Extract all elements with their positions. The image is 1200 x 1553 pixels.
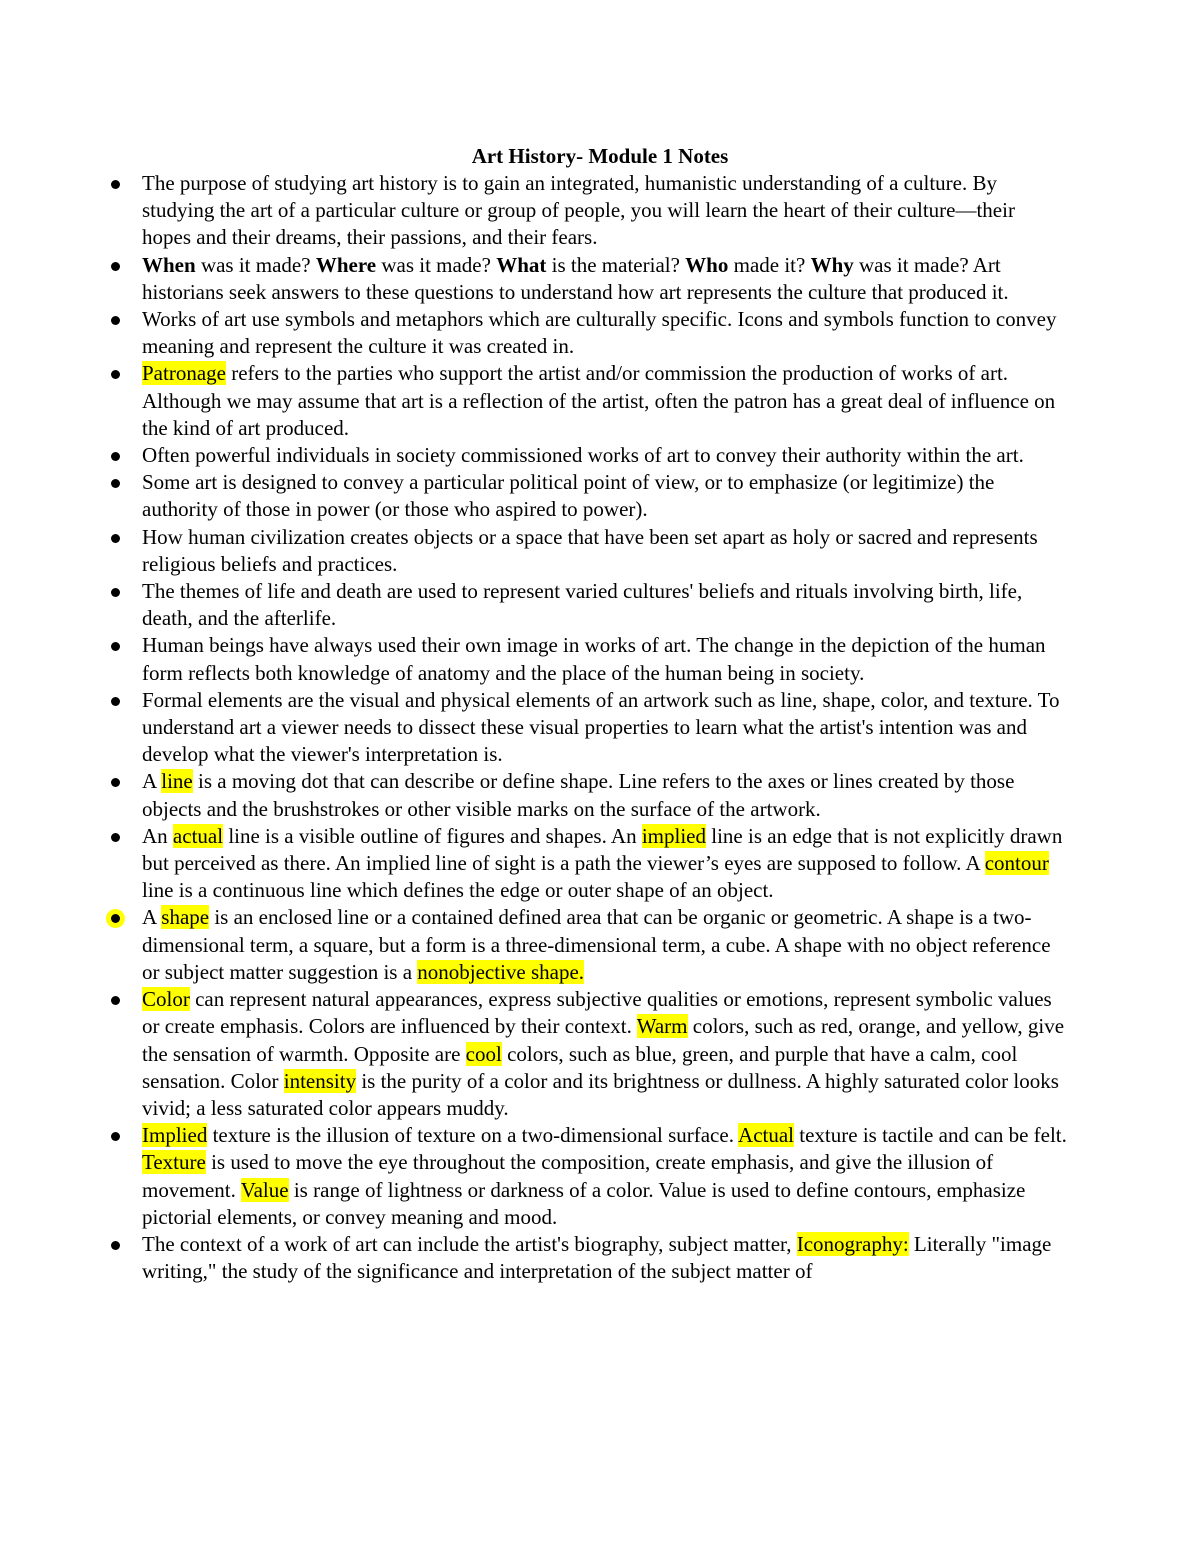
highlighted-term: Iconography:	[796, 1231, 909, 1256]
highlighted-term: Actual	[738, 1123, 795, 1148]
text-run: was it made?	[195, 252, 316, 277]
highlighted-term: Patronage	[142, 361, 226, 386]
text-run: The purpose of studying art history is to gain an integrated, humanistic understanding of a culture. By studying the art of a particular culture or group of people, you will learn the heart of their culture—their hopes and their dreams, their passions, and their fears.	[142, 171, 1015, 250]
highlighted-term: actual	[172, 823, 224, 848]
highlighted-term: cool	[465, 1041, 502, 1066]
text-run: Literally "image writing," the study of the significance and interpretation of the subject matter of	[142, 1231, 1052, 1284]
bullet-icon	[111, 370, 120, 379]
highlighted-term: nonobjective shape.	[417, 959, 585, 984]
bullet-item	[100, 252, 1068, 306]
text-run: How human civilization creates objects or a space that have been set apart as holy or sacred and represents religious beliefs and practices.	[142, 524, 1038, 576]
bullet-item	[100, 524, 1068, 578]
bullet-icon	[111, 697, 120, 706]
bullet-icon	[111, 316, 120, 325]
text-run: texture is the illusion of texture on a two-dimensional surface.	[207, 1123, 739, 1148]
bullet-icon	[111, 180, 120, 189]
bullet-item	[100, 904, 1068, 986]
text-run: Often powerful individuals in society commissioned works of art to convey their authority within the art.	[142, 443, 1024, 468]
bold-term: What	[496, 252, 547, 277]
text-run: is the material?	[546, 252, 686, 277]
bullet-icon	[111, 996, 120, 1005]
bold-term: Who	[685, 252, 729, 277]
text-run: was it made? Art historians seek answers to these questions to understand how art represents the culture that produced it.	[142, 252, 1009, 304]
bullet-item	[100, 1231, 1068, 1285]
text-run: Some art is designed to convey a particular political point of view, or to emphasize (or legitimize) the authority of those in power (or those who aspired to power).	[142, 470, 995, 522]
highlighted-term: Warm	[636, 1014, 688, 1039]
text-run: An	[142, 823, 173, 848]
text-run: colors, such as blue, green, and purple that have a calm, cool sensation. Color	[142, 1041, 1018, 1093]
highlighted-term: contour	[984, 851, 1049, 876]
bullet-icon	[111, 534, 120, 543]
text-run: Formal elements are the visual and physical elements of an artwork such as line, shape, color, and texture. To understand art a viewer needs to dissect these visual properties to learn what the artist's intention was and develop what the viewer's interpretation is.	[142, 687, 1060, 767]
highlighted-term: intensity	[283, 1068, 357, 1093]
highlighted-term: shape	[161, 905, 210, 930]
bullet-icon	[111, 778, 120, 787]
text-run: The context of a work of art can include the artist's biography, subject matter,	[142, 1231, 797, 1256]
bold-term: When	[142, 252, 196, 277]
bullet-item	[100, 306, 1068, 360]
bullet-item	[100, 360, 1068, 442]
bullet-item	[100, 986, 1068, 1122]
bullet-icon	[111, 914, 120, 923]
bullet-icon	[111, 642, 120, 651]
bullet-icon	[111, 833, 120, 842]
text-run: line is an edge that is not explicitly drawn but perceived as there. An implied line of sight is a path the viewer’s eyes are supposed to follow. A	[142, 823, 1063, 876]
bullet-icon	[111, 262, 120, 271]
text-run: can represent natural appearances, express subjective qualities or emotions, represent symbolic values or create emphasis. Colors are influenced by their context.	[142, 987, 1052, 1039]
text-run: is an enclosed line or a contained defined area that can be organic or geometric. A shape is a two-dimensional term, a square, but a form is a three-dimensional term, a cube. A shape with no object reference or subject matter suggestion is a	[142, 905, 1051, 984]
bullet-item	[100, 1122, 1068, 1231]
bullet-icon	[111, 479, 120, 488]
bullet-item	[100, 442, 1068, 469]
text-run: A	[142, 905, 162, 930]
highlighted-term: Color	[142, 987, 190, 1012]
bullet-item	[100, 632, 1068, 686]
text-run: The themes of life and death are used to represent varied cultures' beliefs and rituals involving birth, life, death, and the afterlife.	[142, 579, 1023, 631]
bullet-item	[100, 823, 1068, 905]
text-run: made it?	[728, 252, 811, 277]
text-run: refers to the parties who support the artist and/or commission the production of works of art. Although we may assume that art is a reflection of the artist, often the patron has a great deal of influence on the kind of art produced.	[142, 361, 1056, 440]
text-run: Human beings have always used their own image in works of art. The change in the depiction of the human form reflects both knowledge of anatomy and the place of the human being in society.	[142, 633, 1046, 685]
text-run: is range of lightness or darkness of a color. Value is used to define contours, emphasize pictorial elements, or convey meaning and mood.	[142, 1177, 1026, 1229]
text-run: Works of art use symbols and metaphors which are culturally specific. Icons and symbols function to convey meaning and represent the culture it was created in.	[142, 307, 1057, 359]
notes-list	[100, 170, 1068, 1285]
bullet-icon	[111, 1132, 120, 1141]
bullet-item	[100, 768, 1068, 822]
text-run: is the purity of a color and its brightness or dullness. A highly saturated color looks vivid; a less saturated color appears muddy.	[142, 1068, 1059, 1120]
text-run: is a moving dot that can describe or define shape. Line refers to the axes or lines created by those objects and the brushstrokes or other visible marks on the surface of the artwork.	[142, 769, 1015, 821]
text-run: texture is tactile and can be felt.	[794, 1123, 1067, 1148]
bullet-item	[100, 578, 1068, 632]
highlighted-term: Value	[240, 1177, 289, 1202]
bullet-item	[100, 469, 1068, 523]
text-run: line is a continuous line which defines the edge or outer shape of an object.	[142, 878, 774, 903]
text-run: line is a visible outline of figures and shapes. An	[223, 823, 642, 848]
bullet-icon	[111, 588, 120, 597]
text-run: colors, such as red, orange, and yellow, give the sensation of warmth. Opposite are	[142, 1014, 1065, 1066]
bullet-item	[100, 687, 1068, 769]
text-run: is used to move the eye throughout the composition, create emphasis, and give the illusion of movement.	[142, 1150, 994, 1202]
bold-term: Why	[810, 252, 854, 277]
highlighted-term: implied	[641, 823, 706, 848]
bold-term: Where	[315, 252, 377, 277]
highlighted-term: Implied	[142, 1123, 208, 1148]
bullet-icon	[111, 452, 120, 461]
bullet-item	[100, 170, 1068, 252]
text-run: was it made?	[376, 252, 497, 277]
highlighted-term: Texture	[142, 1150, 206, 1175]
highlighted-term: line	[161, 769, 193, 794]
text-run: A	[142, 769, 162, 794]
document-title: Art History- Module 1 Notes	[471, 144, 729, 168]
bullet-icon	[111, 1241, 120, 1250]
